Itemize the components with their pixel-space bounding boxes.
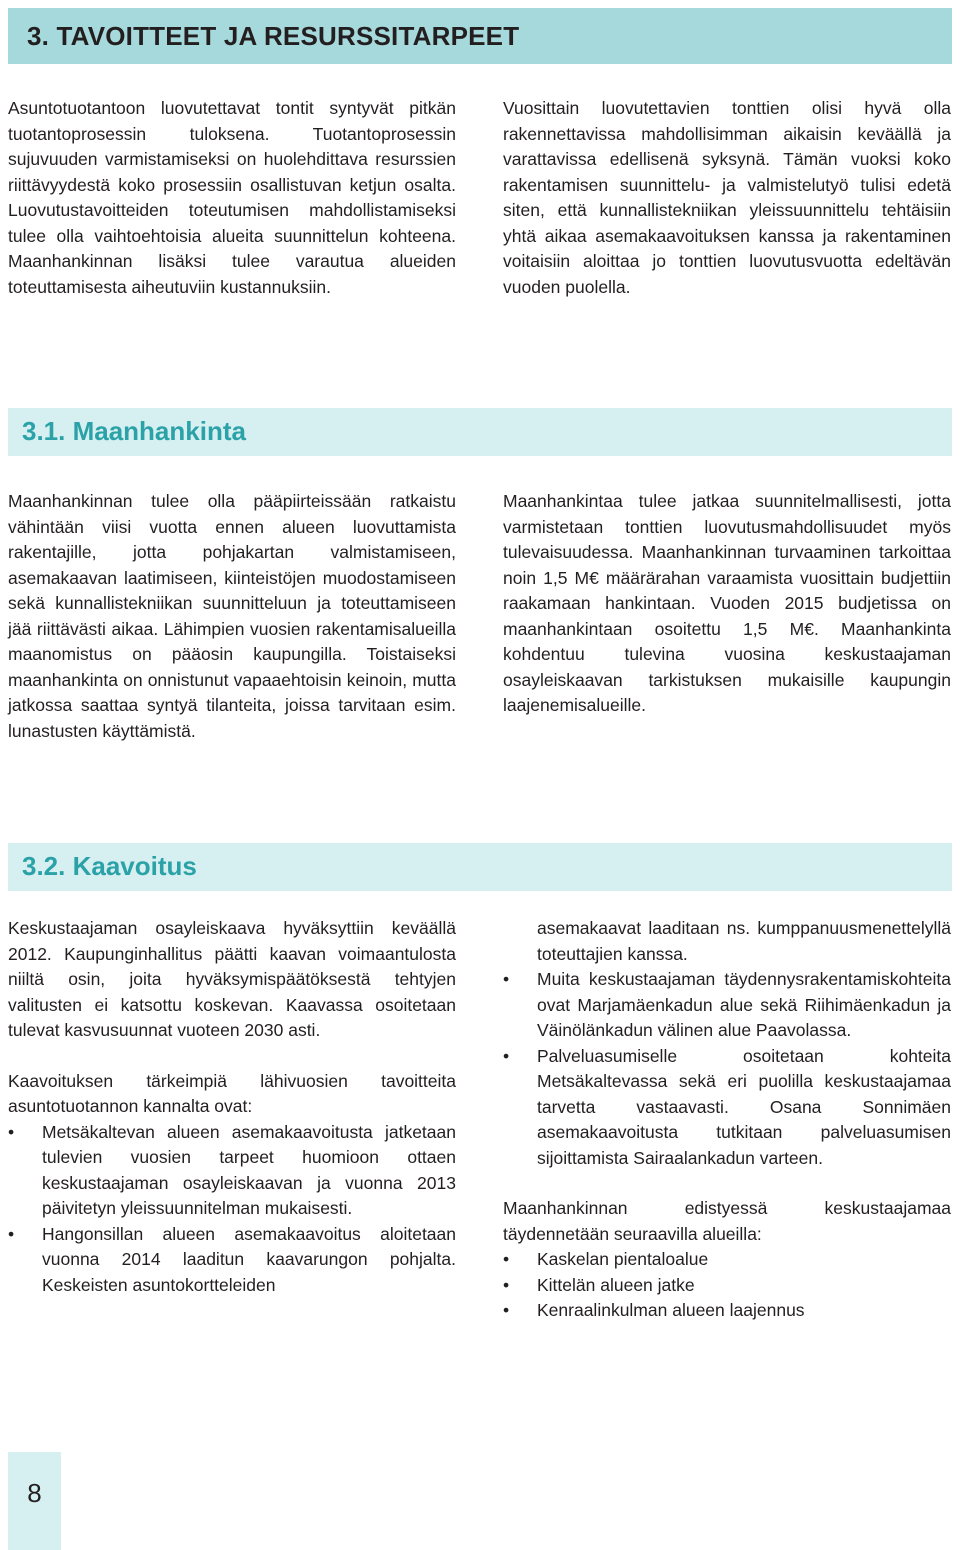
section-3-1-title: 3.1. Maanhankinta [22, 416, 246, 446]
bullet-icon: • [503, 1274, 510, 1295]
list-item-text: Kenraalinkulman alueen laajennus [537, 1300, 805, 1320]
list-item-text: Hangonsillan alueen asemakaavoitus aloitetaan vuonna 2014 laaditun kaavarungon pohjalta. Keskeisten asuntokortteleiden [42, 1223, 456, 1295]
goals-list-continued [503, 967, 951, 1171]
section-3-1-left-column [8, 489, 456, 744]
section-3-title: 3. TAVOITTEET JA RESURSSITARPEET [27, 21, 520, 51]
list-item [8, 1120, 456, 1222]
section-3-right-paragraph: Vuosittain luovutettavien tonttien olisi hyvä olla rakennettavissa mahdollisimman aikaisin keväällä ja varattavissa edellisenä syksynä. Tämän vuoksi koko rakentamisen suunnittelu- ja valmistelutyö tulisi edetä siten, että kunnallistekniikan yleissuunnittelu tehtäisiin yhtä aikaa asemakaavoituksen kanssa ja rakentaminen voitaisiin aloittaa jo tonttien luovutusvuotta edeltävän vuoden puolella. [503, 98, 951, 297]
list-item [8, 1222, 456, 1299]
list-item-text: Metsäkaltevan alueen asemakaavoitusta jatketaan tulevien vuosien tarpeet huomioon ottaen keskustaajaman osayleiskaavan ja vuonna 2013 päivitetyn yleissuunnitelman mukaisesti. [42, 1121, 456, 1218]
list-item [503, 1298, 951, 1324]
list-item-text: Kaskelan pientaloalue [537, 1249, 709, 1269]
section-3-right-column [503, 96, 951, 300]
bullet-icon: • [503, 1045, 510, 1066]
section-3-2-goals-intro: Kaavoituksen tärkeimpiä lähivuosien tavoitteita asuntotuotannon kannalta ovat: [8, 1070, 456, 1116]
section-3-2-header [8, 843, 952, 891]
areas-list [503, 1247, 951, 1324]
list-item-text: Kittelän alueen jatke [537, 1274, 695, 1295]
bullet-icon: • [8, 1121, 15, 1142]
list-item [503, 1044, 951, 1172]
progress-intro-paragraph: Maanhankinnan edistyessä keskustaajamaa täydennetään seuraavilla alueilla: [503, 1198, 951, 1244]
section-3-1-right-column [503, 489, 951, 719]
section-3-1-header [8, 408, 952, 456]
bullet-icon: • [503, 1300, 510, 1320]
bullet-icon: • [8, 1223, 15, 1244]
list-item-continuation: asemakaavat laaditaan ns. kumppanuusmenettelyllä toteuttajien kanssa. [537, 918, 951, 964]
section-3-2-left-column [8, 916, 456, 1298]
list-item-text: Palveluasumiselle osoitetaan kohteita Metsäkaltevassa sekä eri puolilla keskustaajamaa tarvetta vastaavasti. Osana Sonnimäen asemakaavoitusta tutkitaan palveluasumisen sijoittamista Sairaalankadun varteen. [537, 1045, 951, 1168]
section-3-1-left-paragraph: Maanhankinnan tulee olla pääpiirteissään ratkaistu vähintään viisi vuotta ennen alueen luovuttamista rakentajille, jotta pohjakartan valmistamiseen, asemakaavan laatimiseen, kiinteistöjen muodostamiseen sekä kunnallistekniikan suunnitteluun ja toteuttamiseen jää riittävästi aikaa. Lähimpien vuosien rakentamisalueilla maanomistus on pääosin kaupungilla. Toistaiseksi maanhankinta on onnistunut vapaaehtoisin keinoin, mutta jatkossa saattaa syntyä tilanteita, joissa tarvitaan esim. lunastusten käyttämistä. [8, 491, 456, 741]
section-3-2-title: 3.2. Kaavoitus [22, 851, 197, 881]
bullet-icon: • [503, 969, 510, 989]
bullet-icon: • [503, 1249, 510, 1269]
list-item [503, 1273, 951, 1299]
list-item [503, 1247, 951, 1273]
goals-list [8, 1120, 456, 1299]
section-3-2-right-column [503, 916, 951, 1324]
section-3-2-intro-paragraph: Keskustaajaman osayleiskaava hyväksyttiin keväällä 2012. Kaupunginhallitus päätti kaavan voimaantulosta niiltä osin, joita hyväksymispäätöksestä tehtyjen valitusten ei katsottu koskevan. Kaavassa osoitetaan tulevat kasvusuunnat vuoteen 2030 asti. [8, 918, 456, 1040]
list-item-text: Muita keskustaajaman täydennysrakentamiskohteita ovat Marjamäenkadun alue sekä Riihimäenkadun ja Väinölänkadun välinen alue Paavolassa. [537, 969, 951, 1040]
section-3-header [8, 8, 952, 64]
section-3-left-paragraph: Asuntotuotantoon luovutettavat tontit syntyvät pitkän tuotantoprosessin tuloksena. Tuotantoprosessin sujuvuuden varmistamiseksi on huolehdittava resurssien riittävyydestä koko prosessiin osallistuvan ketjun osalta. Luovutustavoitteiden toteutumisen mahdollistamiseksi tulee olla vaihtoehtoisia alueita suunnittelun kohteena. Maanhankinnan lisäksi tulee varautua alueiden toteuttamisesta aiheutuviin kustannuksiin. [8, 98, 456, 297]
list-item [503, 967, 951, 1044]
section-3-1-right-paragraph: Maanhankintaa tulee jatkaa suunnitelmallisesti, jotta varmistetaan tonttien luovutusmahdollisuudet myös tulevaisuudessa. Maanhankinnan turvaaminen tarkoittaa noin 1,5 M€ määrärahan varaamista vuosittain budjettiin raakamaan hankintaan. Vuoden 2015 budjetissa on maanhankintaan osoitettu 1,5 M€. Maanhankinta kohdentuu tulevina vuosina keskustaajaman osayleiskaavan tarkistuksen mukaisille kaupungin laajenemisalueille. [503, 491, 951, 715]
page-number-box [8, 1452, 61, 1550]
section-3-left-column [8, 96, 456, 300]
page-number: 8 [27, 1478, 42, 1508]
